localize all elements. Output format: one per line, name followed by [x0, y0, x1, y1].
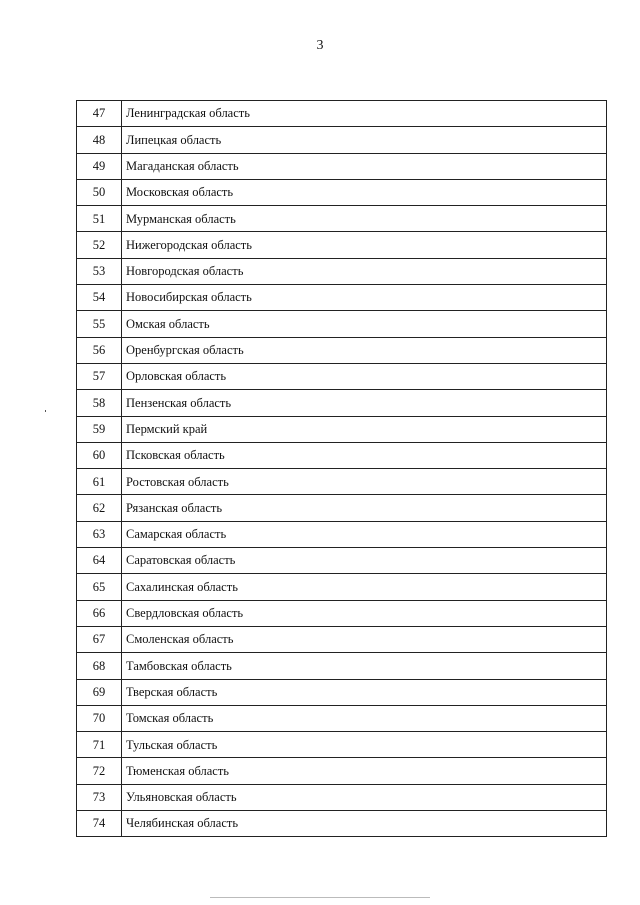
table-row [77, 679, 607, 705]
table-row [77, 811, 607, 837]
row-number: 66 [77, 600, 122, 626]
table-row [77, 626, 607, 652]
regions-table-body [77, 101, 607, 837]
table-row [77, 600, 607, 626]
region-name: Мурманская область [122, 206, 607, 232]
row-number: 70 [77, 705, 122, 731]
table-row [77, 232, 607, 258]
region-name: Ленинградская область [122, 101, 607, 127]
row-number: 64 [77, 548, 122, 574]
region-name: Псковская область [122, 442, 607, 468]
region-name: Омская область [122, 311, 607, 337]
region-name: Магаданская область [122, 153, 607, 179]
region-name: Ульяновская область [122, 784, 607, 810]
table-row [77, 521, 607, 547]
row-number: 57 [77, 363, 122, 389]
row-number: 71 [77, 732, 122, 758]
row-number: 52 [77, 232, 122, 258]
row-number: 61 [77, 469, 122, 495]
table-row [77, 206, 607, 232]
row-number: 48 [77, 127, 122, 153]
table-row [77, 732, 607, 758]
row-number: 55 [77, 311, 122, 337]
region-name: Саратовская область [122, 548, 607, 574]
region-name: Томская область [122, 705, 607, 731]
row-number: 73 [77, 784, 122, 810]
table-row [77, 101, 607, 127]
region-name: Ростовская область [122, 469, 607, 495]
region-name: Смоленская область [122, 626, 607, 652]
row-number: 67 [77, 626, 122, 652]
row-number: 63 [77, 521, 122, 547]
row-number: 60 [77, 442, 122, 468]
table-row [77, 311, 607, 337]
table-row [77, 416, 607, 442]
region-name: Новгородская область [122, 258, 607, 284]
region-name: Рязанская область [122, 495, 607, 521]
row-number: 65 [77, 574, 122, 600]
region-name: Московская область [122, 179, 607, 205]
row-number: 47 [77, 101, 122, 127]
region-name: Оренбургская область [122, 337, 607, 363]
row-number: 62 [77, 495, 122, 521]
region-name: Тверская область [122, 679, 607, 705]
table-row [77, 705, 607, 731]
region-name: Свердловская область [122, 600, 607, 626]
region-name: Пермский край [122, 416, 607, 442]
table-row [77, 495, 607, 521]
regions-table [76, 100, 607, 837]
row-number: 58 [77, 390, 122, 416]
region-name: Орловская область [122, 363, 607, 389]
scan-artifact [210, 897, 430, 898]
row-number: 74 [77, 811, 122, 837]
region-name: Тульская область [122, 732, 607, 758]
table-row [77, 337, 607, 363]
region-name: Челябинская область [122, 811, 607, 837]
row-number: 49 [77, 153, 122, 179]
table-row [77, 153, 607, 179]
table-row [77, 258, 607, 284]
table-row [77, 548, 607, 574]
table-row [77, 469, 607, 495]
table-row [77, 127, 607, 153]
row-number: 53 [77, 258, 122, 284]
region-name: Самарская область [122, 521, 607, 547]
table-row [77, 285, 607, 311]
row-number: 56 [77, 337, 122, 363]
row-number: 59 [77, 416, 122, 442]
table-row [77, 363, 607, 389]
table-row [77, 758, 607, 784]
region-name: Сахалинская область [122, 574, 607, 600]
region-name: Липецкая область [122, 127, 607, 153]
region-name: Тюменская область [122, 758, 607, 784]
row-number: 50 [77, 179, 122, 205]
row-number: 72 [77, 758, 122, 784]
row-number: 68 [77, 653, 122, 679]
scan-artifact [45, 410, 46, 412]
row-number: 54 [77, 285, 122, 311]
page-number: 3 [316, 38, 324, 53]
table-row [77, 390, 607, 416]
row-number: 69 [77, 679, 122, 705]
table-row [77, 442, 607, 468]
table-row [77, 784, 607, 810]
table-row [77, 653, 607, 679]
region-name: Тамбовская область [122, 653, 607, 679]
region-name: Новосибирская область [122, 285, 607, 311]
row-number: 51 [77, 206, 122, 232]
table-row [77, 179, 607, 205]
table-row [77, 574, 607, 600]
region-name: Нижегородская область [122, 232, 607, 258]
region-name: Пензенская область [122, 390, 607, 416]
